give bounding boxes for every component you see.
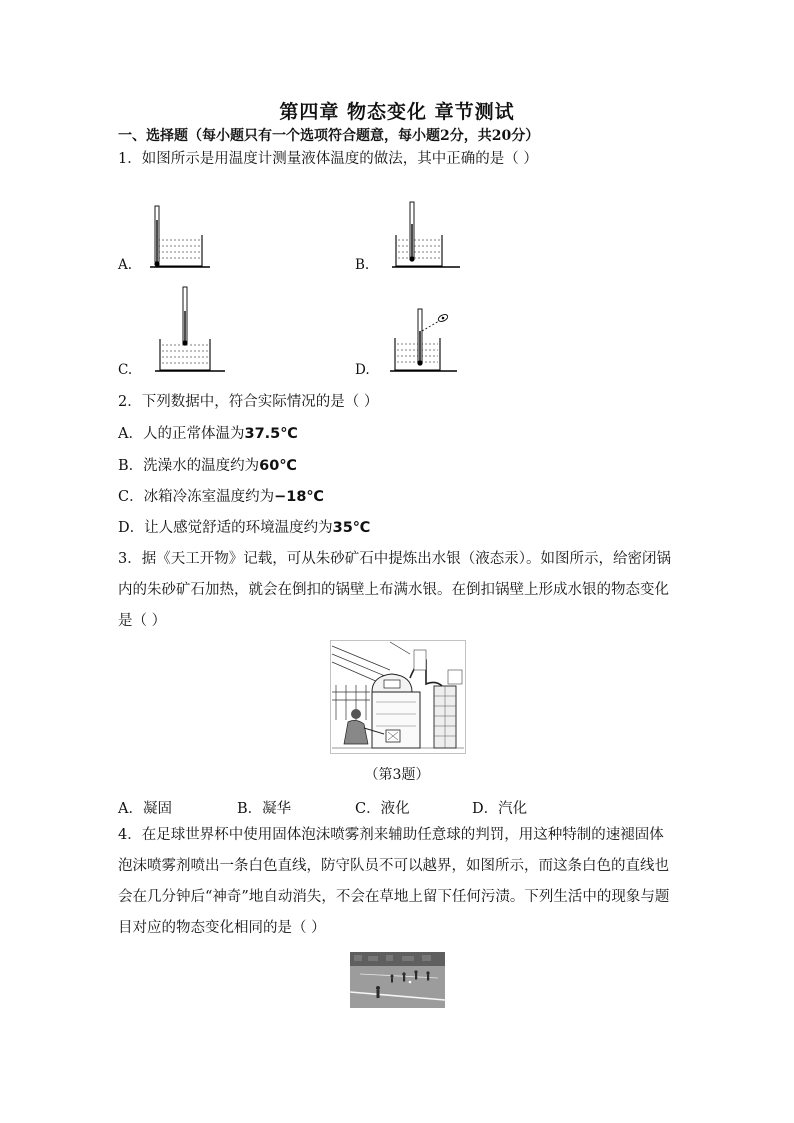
q4-stem: 4．在足球世界杯中使用固体泡沫喷雾剂来辅助任意球的判罚，用这种特制的速褪固体泡沫喷雾剂喷出一条白色直线，防守队员不可以越界，如图所示，而这条白色的直线也会在几分钟后“神奇”地自动消失，不会在草地上留下任何污渍。下列生活中的现象与题目对应的物态变化相同的是（ ） [118,827,670,936]
q4-figure-football-field-photo [350,952,445,1008]
q1-figure-d-thermometer-eye-angled [385,305,460,377]
q2-option-b-text: B．洗澡水的温度约为 [118,458,260,474]
q2-option-c [118,485,324,506]
q1-option-d-label: D. [355,362,370,378]
q1-figure-b-thermometer-correct [380,200,465,272]
q2-stem: 2．下列数据中，符合实际情况的是（ ） [118,394,379,410]
q2-option-c-text: C．冰箱冷冻室温度约为 [118,489,275,505]
q2-option-a [118,422,298,443]
q2-option-b [118,454,297,475]
q3-option-d: D．汽化 [472,801,528,817]
q2-option-b-value: 60℃ [259,458,297,474]
q2-option-c-value: −18℃ [274,489,324,505]
q2-option-a-text: A．人的正常体温为 [118,426,245,442]
q1-option-c-label: C. [118,362,133,378]
q3-option-a: A．凝固 [118,801,172,817]
q1-figure-a-thermometer-touching-bottom [140,200,215,272]
page-title: 第四章 物态变化 章节测试 [279,101,515,123]
q2-option-d-value: 35℃ [332,520,371,536]
q2-option-d [118,516,370,537]
q2-option-d-text: D．让人感觉舒适的环境温度约为 [118,520,333,536]
q3-stem: 3．据《天工开物》记载，可从朱砂矿石中提炼出水银（液态汞）。如图所示，给密闭锅内的朱砂矿石加热，就会在倒扣的锅壁上布满水银。在倒扣锅壁上形成水银的物态变化是（ ） [118,551,671,629]
q3-option-b: B．凝华 [237,801,292,817]
q3-option-c: C．液化 [355,801,410,817]
q1-option-b-label: B. [355,257,370,273]
q1-option-a-label: A. [118,257,133,273]
q2-option-a-value: 37.5℃ [244,426,298,442]
q3-figure-tiangong-kaiwu-mercury-extraction [330,640,466,754]
q1-figure-c-thermometer-above-liquid [150,285,230,377]
q1-stem: 1．如图所示是用温度计测量液体温度的做法，其中正确的是（ ） [118,151,538,167]
q3-figure-caption: （第3题） [364,767,430,783]
section-heading: 一、选择题（每小题只有一个选项符合题意，每小题2分，共20分） [118,128,540,144]
